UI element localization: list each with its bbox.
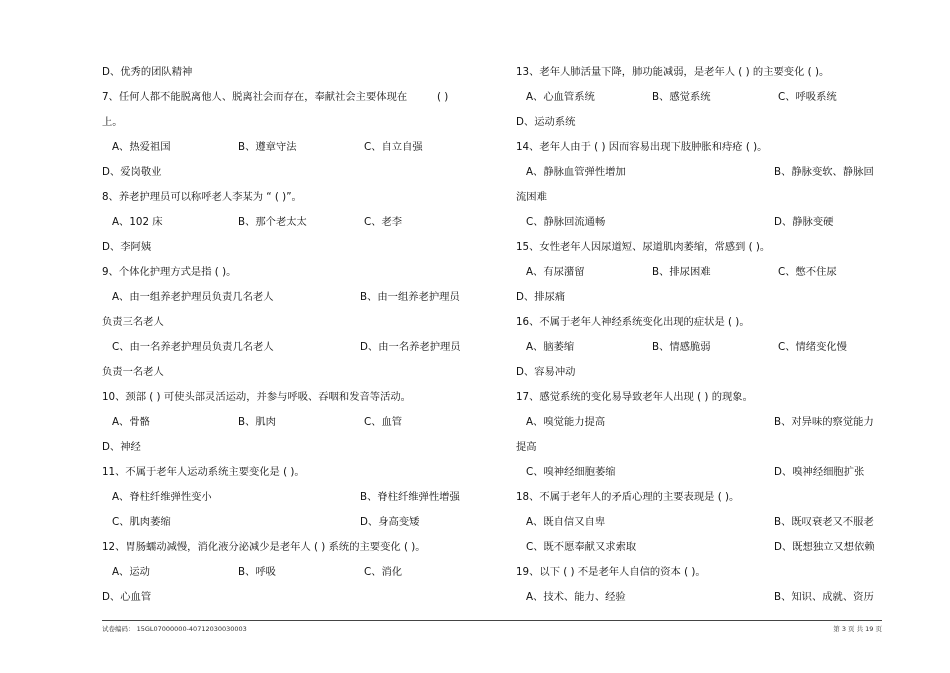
answer-option: B、情感脆弱 <box>652 341 711 353</box>
question-line <box>516 185 881 210</box>
answer-option: A、由一组养老护理员负责几名老人 <box>112 291 274 303</box>
option-row <box>102 560 472 585</box>
answer-option: A、心血管系统 <box>526 91 595 103</box>
answer-option: B、感觉系统 <box>652 91 711 103</box>
answer-option: A、有尿潴留 <box>526 266 585 278</box>
question-line <box>102 110 472 135</box>
option-row <box>516 410 881 435</box>
page-footer <box>102 620 882 637</box>
right-column <box>516 60 881 610</box>
option-row <box>516 85 881 110</box>
answer-option: A、运动 <box>112 566 150 578</box>
answer-option: D、静脉变硬 <box>774 216 834 228</box>
question-text: D、运动系统 <box>516 116 576 128</box>
question-line <box>516 135 881 160</box>
question-text: 上。 <box>102 116 123 128</box>
question-text: 17、感觉系统的变化易导致老年人出现 ( ) 的现象。 <box>516 391 753 403</box>
question-text: 9、个体化护理方式是指 ( )。 <box>102 266 237 278</box>
option-row <box>516 260 881 285</box>
answer-option: B、静脉变软、静脉回 <box>774 166 874 178</box>
question-text: 提高 <box>516 441 537 453</box>
question-line <box>102 310 472 335</box>
answer-option: C、消化 <box>364 566 403 578</box>
question-line <box>516 485 881 510</box>
option-row <box>516 160 881 185</box>
question-text: ( ) <box>437 91 449 103</box>
answer-option: D、由一名养老护理员 <box>360 341 461 353</box>
question-line <box>516 235 881 260</box>
answer-option: A、102 床 <box>112 216 163 228</box>
question-line <box>102 160 472 185</box>
question-text: D、神经 <box>102 441 141 453</box>
question-line <box>516 385 881 410</box>
exam-code: 试卷编码： 15GL07000000-40712030030003 <box>102 625 247 633</box>
question-line <box>516 560 881 585</box>
answer-option: A、脊柱纤维弹性变小 <box>112 491 212 503</box>
answer-option: C、静脉回流通畅 <box>526 216 606 228</box>
answer-option: C、情绪变化慢 <box>778 341 847 353</box>
answer-option: C、老李 <box>364 216 403 228</box>
answer-option: B、既叹衰老又不服老 <box>774 516 874 528</box>
answer-option: A、技术、能力、经验 <box>526 591 626 603</box>
answer-option: C、肌肉萎缩 <box>112 516 171 528</box>
question-line <box>102 85 472 110</box>
question-text: 16、不属于老年人神经系统变化出现的症状是 ( )。 <box>516 316 750 328</box>
question-line <box>516 110 881 135</box>
question-line <box>102 60 472 85</box>
question-line <box>102 185 472 210</box>
question-line <box>102 235 472 260</box>
question-line <box>102 360 472 385</box>
question-text: 13、老年人肺活量下降，肺功能减弱，是老年人 ( ) 的主要变化 ( )。 <box>516 66 830 78</box>
option-row <box>102 510 472 535</box>
question-line <box>102 535 472 560</box>
option-row <box>516 585 881 610</box>
question-text: 18、不属于老年人的矛盾心理的主要表现是 ( )。 <box>516 491 740 503</box>
question-text: D、优秀的团队精神 <box>102 66 193 78</box>
answer-option: D、身高变矮 <box>360 516 420 528</box>
question-text: 8、养老护理员可以称呼老人李某为 “ ( )”。 <box>102 191 302 203</box>
page-number: 第 3 页 共 19 页 <box>833 625 882 633</box>
question-line <box>516 285 881 310</box>
question-text: D、排尿痛 <box>516 291 566 303</box>
option-row <box>102 210 472 235</box>
question-line <box>102 385 472 410</box>
answer-option: A、热爱祖国 <box>112 141 171 153</box>
question-text: D、爱岗敬业 <box>102 166 162 178</box>
answer-option: D、嗅神经细胞扩张 <box>774 466 865 478</box>
option-row <box>516 510 881 535</box>
question-line <box>516 60 881 85</box>
question-text: 7、任何人都不能脱离他人、脱离社会而存在，奉献社会主要体现在 <box>102 91 408 103</box>
answer-option: C、既不愿奉献又求索取 <box>526 541 637 553</box>
question-line <box>102 460 472 485</box>
question-text: 15、女性老年人因尿道短、尿道肌肉萎缩，常感到 ( )。 <box>516 241 771 253</box>
answer-option: A、脑萎缩 <box>526 341 575 353</box>
question-line <box>102 260 472 285</box>
question-text: 10、颈部 ( ) 可使头部灵活运动，并参与呼吸、吞咽和发音等活动。 <box>102 391 411 403</box>
option-row <box>102 135 472 160</box>
option-row <box>516 210 881 235</box>
answer-option: C、由一名养老护理员负责几名老人 <box>112 341 274 353</box>
question-line <box>516 435 881 460</box>
option-row <box>102 485 472 510</box>
question-line <box>516 310 881 335</box>
option-row <box>102 335 472 360</box>
question-text: 11、不属于老年人运动系统主要变化是 ( )。 <box>102 466 305 478</box>
question-text: 14、老年人由于 ( ) 因而容易出现下肢肿胀和痔疮 ( )。 <box>516 141 768 153</box>
answer-option: D、既想独立又想依赖 <box>774 541 875 553</box>
option-row <box>516 460 881 485</box>
question-text: D、心血管 <box>102 591 152 603</box>
answer-option: B、那个老太太 <box>238 216 307 228</box>
question-line <box>516 360 881 385</box>
question-line <box>102 435 472 460</box>
answer-option: B、遵章守法 <box>238 141 297 153</box>
answer-option: B、对异味的察觉能力 <box>774 416 874 428</box>
answer-option: C、自立自强 <box>364 141 423 153</box>
question-text: 19、以下 ( ) 不是老年人自信的资本 ( )。 <box>516 566 706 578</box>
left-column <box>102 60 472 610</box>
answer-option: C、呼吸系统 <box>778 91 837 103</box>
question-text: D、李阿姨 <box>102 241 152 253</box>
question-text: D、容易冲动 <box>516 366 576 378</box>
answer-option: B、脊柱纤维弹性增强 <box>360 491 460 503</box>
answer-option: C、憋不住尿 <box>778 266 837 278</box>
answer-option: A、骨骼 <box>112 416 150 428</box>
question-text: 流困难 <box>516 191 547 203</box>
answer-option: A、嗅觉能力提高 <box>526 416 606 428</box>
option-row <box>516 335 881 360</box>
answer-option: B、排尿困难 <box>652 266 711 278</box>
answer-option: A、既自信又自卑 <box>526 516 606 528</box>
answer-option: B、肌肉 <box>238 416 276 428</box>
answer-option: B、由一组养老护理员 <box>360 291 460 303</box>
answer-option: B、呼吸 <box>238 566 276 578</box>
answer-option: B、知识、成就、资历 <box>774 591 874 603</box>
answer-option: C、嗅神经细胞萎缩 <box>526 466 616 478</box>
answer-option: C、血管 <box>364 416 403 428</box>
question-line <box>102 585 472 610</box>
question-text: 12、胃肠蠕动减慢，消化液分泌减少是老年人 ( ) 系统的主要变化 ( )。 <box>102 541 426 553</box>
option-row <box>102 410 472 435</box>
answer-option: A、静脉血管弹性增加 <box>526 166 626 178</box>
option-row <box>516 535 881 560</box>
option-row <box>102 285 472 310</box>
question-text: 负责一名老人 <box>102 366 164 378</box>
question-text: 负责三名老人 <box>102 316 164 328</box>
